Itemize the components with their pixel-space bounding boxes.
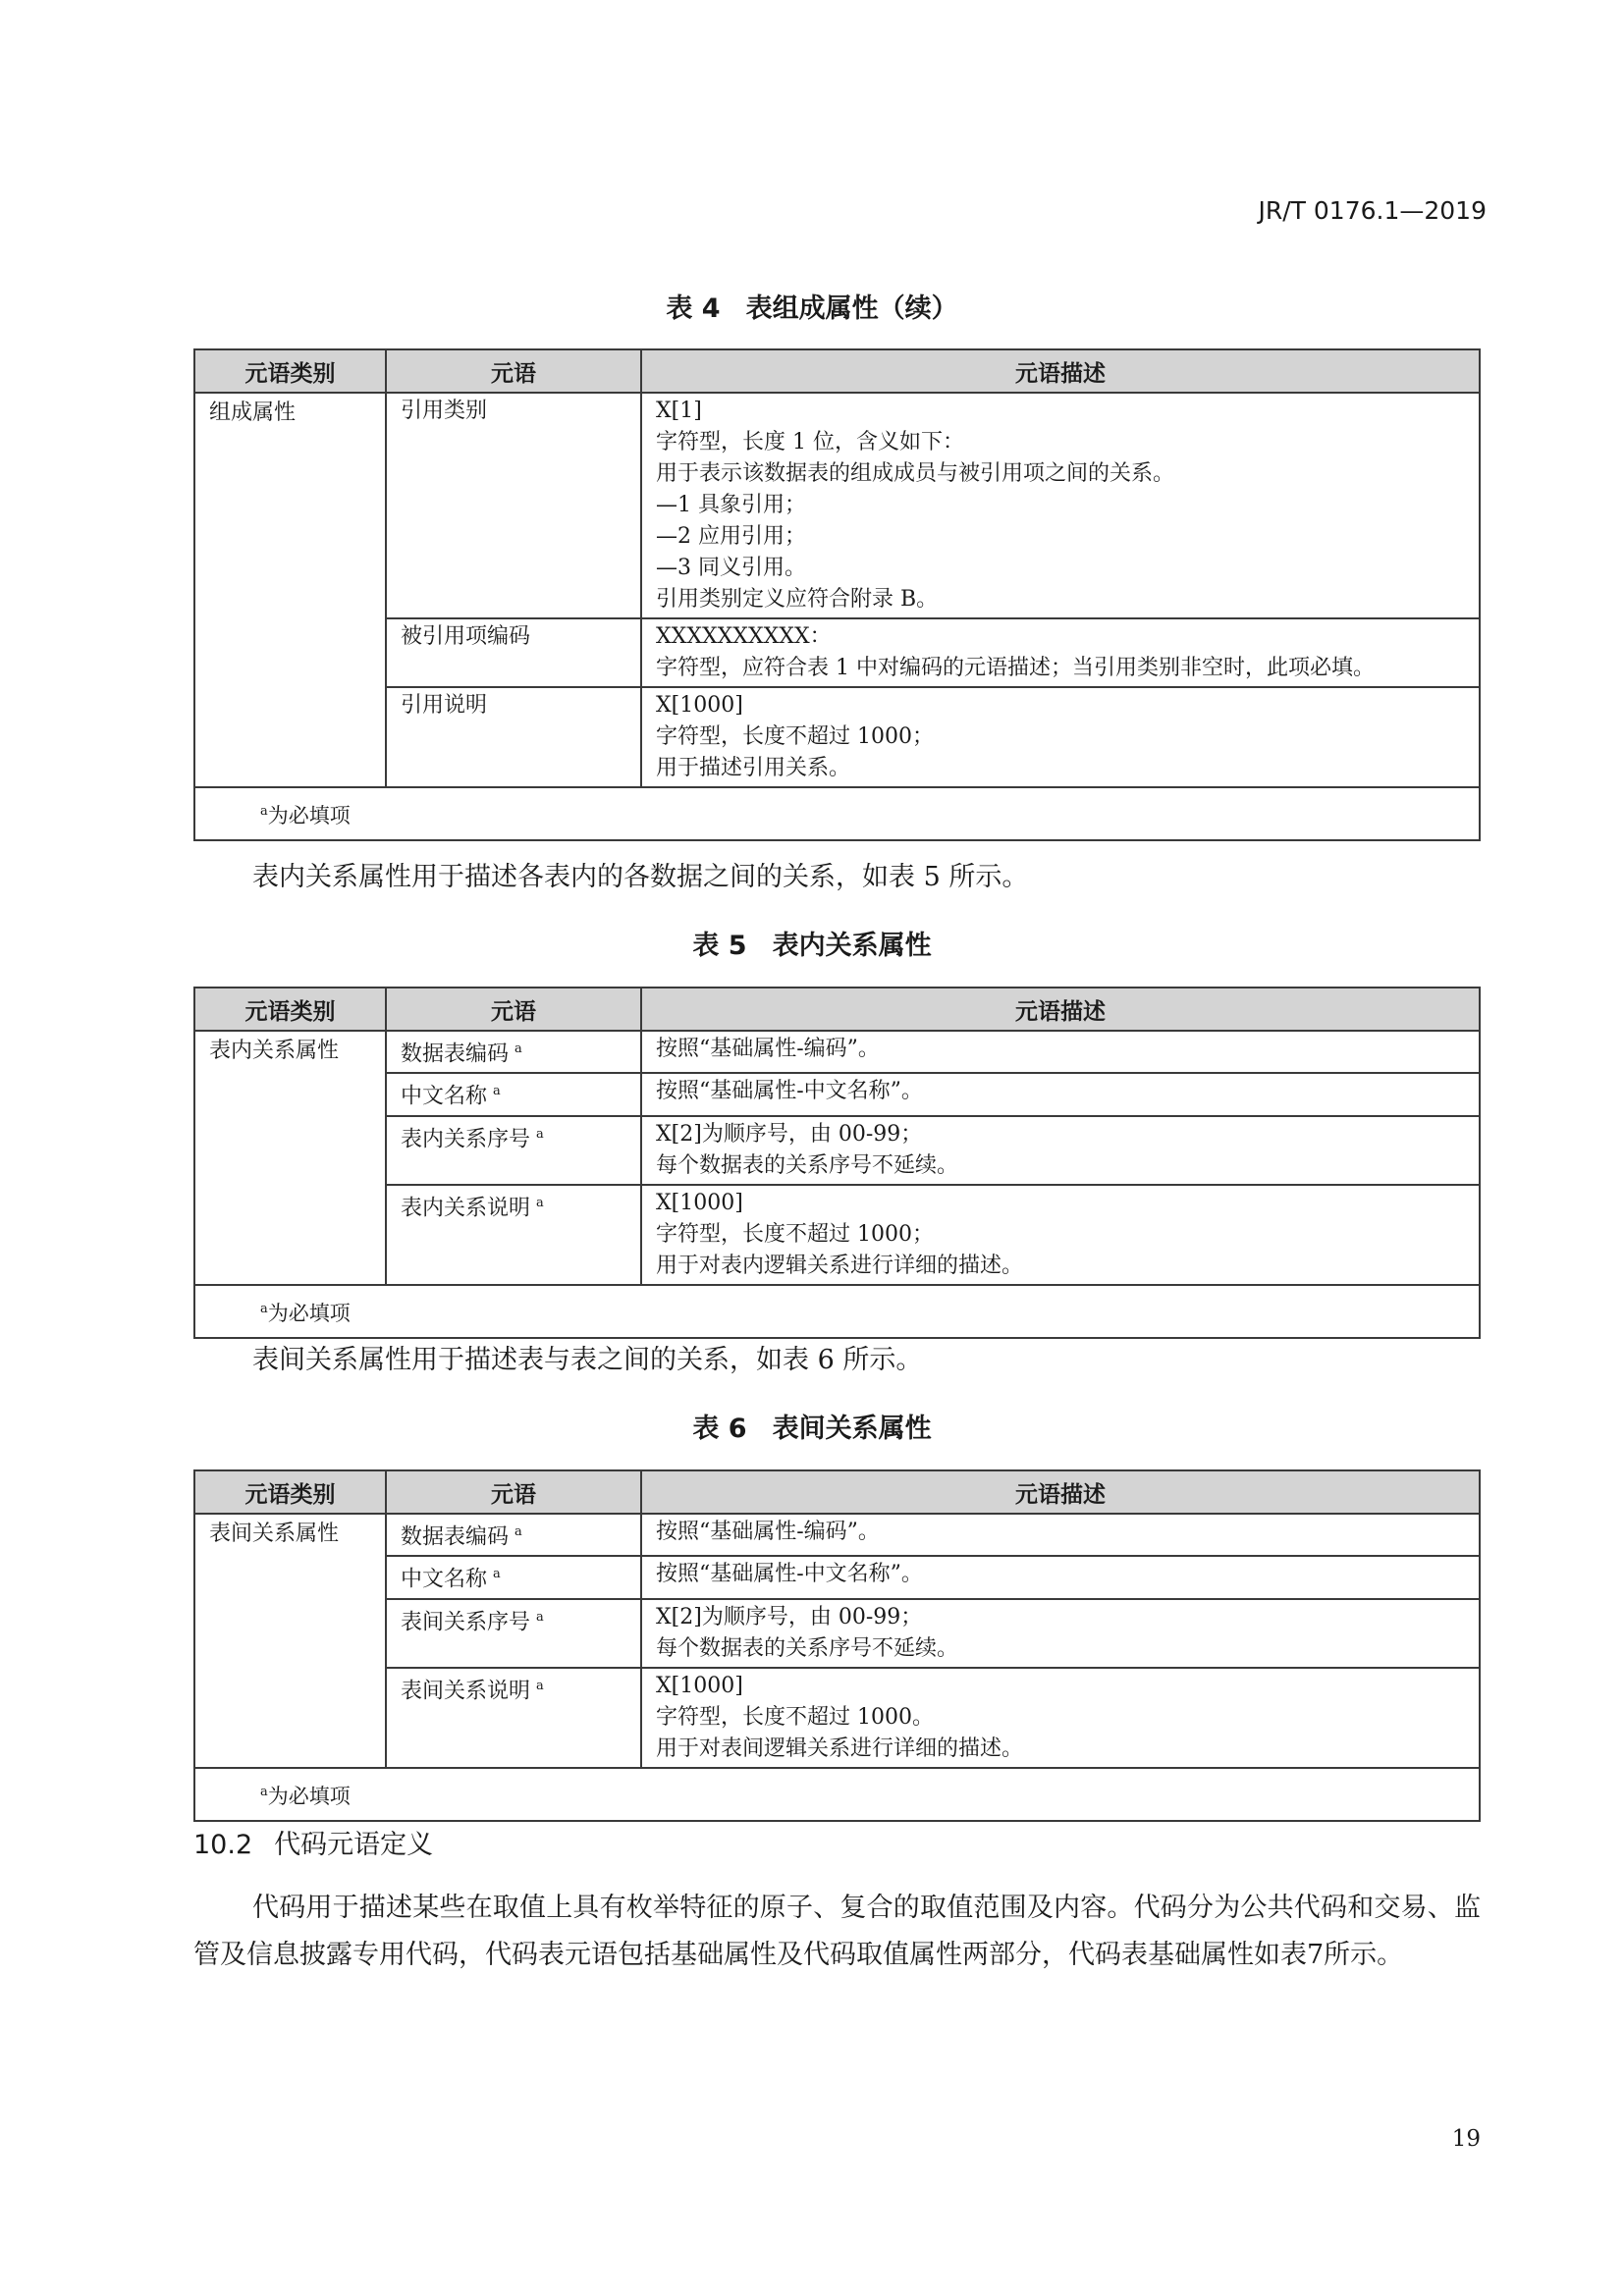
- description-cell: [641, 1116, 1480, 1185]
- page-number: 19: [1451, 2126, 1481, 2152]
- description-cell: [641, 618, 1480, 687]
- description-line: —3 同义引用。: [656, 556, 806, 580]
- table5-number: 表 5: [692, 931, 747, 961]
- required-mark: a: [536, 1609, 544, 1625]
- description-line: 按照“基础属性-编码”。: [656, 1520, 880, 1544]
- description-line: X[1]: [656, 399, 702, 423]
- header-category: 元语类别: [194, 349, 386, 393]
- category-cell: 表间关系属性: [194, 1514, 386, 1768]
- header-term: 元语: [386, 1470, 641, 1514]
- required-mark: a: [536, 1195, 544, 1210]
- table-row: [194, 1185, 1480, 1285]
- table-note-row: [194, 787, 1480, 840]
- note-mark: a: [260, 1301, 268, 1316]
- description-line: XXXXXXXXXX：: [656, 624, 832, 649]
- category-cell: 表内关系属性: [194, 1031, 386, 1285]
- description-cell: [641, 1514, 1480, 1556]
- description-line: 字符型，长度不超过 1000。: [656, 1704, 934, 1730]
- table-row: [194, 1073, 1480, 1115]
- header-category: 元语类别: [194, 1470, 386, 1514]
- table6-caption: [0, 1407, 1624, 1445]
- description-cell: [641, 393, 1480, 618]
- note-text: 为必填项: [267, 1301, 351, 1325]
- term-cell: [386, 1116, 641, 1185]
- required-mark: a: [514, 1524, 522, 1539]
- table-row: [194, 687, 1480, 787]
- description-line: —2 应用引用；: [656, 524, 806, 549]
- description-line: —1 具象引用；: [656, 493, 806, 517]
- table5: [193, 987, 1481, 1339]
- description-line: 字符型，长度不超过 1000；: [656, 1221, 934, 1247]
- table-row: [194, 1556, 1480, 1598]
- description-line: 字符型，长度不超过 1000；: [656, 724, 934, 749]
- header-description: 元语描述: [641, 1470, 1480, 1514]
- term-label: 表内关系序号: [401, 1126, 531, 1151]
- table4: [193, 348, 1481, 841]
- standard-code: JR/T 0176.1—2019: [1258, 196, 1487, 225]
- term-label: 中文名称: [401, 1084, 488, 1109]
- required-mark: a: [536, 1126, 544, 1142]
- table-row: [194, 1116, 1480, 1185]
- note-text: 为必填项: [267, 1784, 351, 1808]
- header-term: 元语: [386, 349, 641, 393]
- table5-title: 表内关系属性: [772, 931, 932, 961]
- table6-title: 表间关系属性: [772, 1414, 932, 1444]
- table-note: [194, 787, 1480, 840]
- header-description: 元语描述: [641, 988, 1480, 1031]
- term-cell: [386, 1185, 641, 1285]
- table-note-row: [194, 1285, 1480, 1338]
- header-description: 元语描述: [641, 349, 1480, 393]
- section-number: 10.2: [193, 1830, 253, 1860]
- table4-caption: [0, 287, 1624, 325]
- table-header-row: [194, 988, 1480, 1031]
- section-title: 代码元语定义: [274, 1830, 434, 1860]
- paragraph-intra-table: 表内关系属性用于描述各表内的各数据之间的关系，如表 5 所示。: [252, 862, 1029, 892]
- description-line: X[1000]: [656, 693, 743, 718]
- term-cell: [386, 1073, 641, 1115]
- term-cell: 引用类别: [386, 393, 641, 618]
- table4-number: 表 4: [666, 294, 721, 324]
- category-cell: 组成属性: [194, 393, 386, 787]
- description-line: X[2]为顺序号，由 00-99；: [656, 1604, 923, 1629]
- description-cell: [641, 1556, 1480, 1598]
- description-line: 用于描述引用关系。: [656, 756, 851, 780]
- description-cell: [641, 1031, 1480, 1073]
- term-cell: 引用说明: [386, 687, 641, 787]
- term-cell: [386, 1668, 641, 1768]
- table-header-row: [194, 1470, 1480, 1514]
- description-cell: [641, 1599, 1480, 1668]
- term-cell: [386, 1599, 641, 1668]
- table5-caption: [0, 924, 1624, 962]
- table-row: [194, 1514, 1480, 1556]
- term-cell: [386, 1031, 641, 1073]
- description-cell: [641, 687, 1480, 787]
- description-line: X[2]为顺序号，由 00-99；: [656, 1121, 923, 1147]
- term-label: 表间关系序号: [401, 1609, 531, 1634]
- term-cell: [386, 1556, 641, 1598]
- description-cell: [641, 1073, 1480, 1115]
- table-row: [194, 393, 1480, 618]
- description-line: 字符型，应符合表 1 中对编码的元语描述；当引用类别非空时，此项必填。: [656, 656, 1375, 680]
- note-mark: a: [260, 1784, 268, 1799]
- table6-number: 表 6: [692, 1414, 747, 1444]
- table4-title: 表组成属性（续）: [745, 294, 958, 324]
- description-line: 用于对表内逻辑关系进行详细的描述。: [656, 1253, 1024, 1278]
- table-note-row: [194, 1768, 1480, 1821]
- description-line: 按照“基础属性-中文名称”。: [656, 1562, 923, 1587]
- table6: [193, 1469, 1481, 1822]
- table-row: [194, 1031, 1480, 1073]
- description-line: 每个数据表的关系序号不延续。: [656, 1152, 959, 1178]
- description-cell: [641, 1668, 1480, 1768]
- header-category: 元语类别: [194, 988, 386, 1031]
- table-row: [194, 1668, 1480, 1768]
- description-line: 按照“基础属性-编码”。: [656, 1037, 880, 1061]
- description-line: 引用类别定义应符合附录 B。: [656, 587, 939, 612]
- required-mark: a: [536, 1678, 544, 1693]
- table-row: [194, 618, 1480, 687]
- description-line: 按照“基础属性-中文名称”。: [656, 1079, 923, 1104]
- term-label: 数据表编码: [401, 1041, 510, 1067]
- term-label: 表间关系说明: [401, 1678, 531, 1703]
- term-label: 表内关系说明: [401, 1195, 531, 1220]
- description-line: 字符型，长度 1 位，含义如下：: [656, 430, 964, 454]
- description-line: 用于表示该数据表的组成成员与被引用项之间的关系。: [656, 461, 1175, 486]
- description-line: 用于对表间逻辑关系进行详细的描述。: [656, 1735, 1024, 1761]
- description-cell: [641, 1185, 1480, 1285]
- header-term: 元语: [386, 988, 641, 1031]
- term-label: 中文名称: [401, 1567, 488, 1592]
- description-line: 每个数据表的关系序号不延续。: [656, 1635, 959, 1661]
- section-heading: [193, 1823, 433, 1861]
- table-row: [194, 1599, 1480, 1668]
- paragraph-inter-table: 表间关系属性用于描述表与表之间的关系，如表 6 所示。: [252, 1345, 923, 1375]
- required-mark: a: [493, 1084, 501, 1099]
- term-label: 数据表编码: [401, 1524, 510, 1550]
- note-mark: a: [260, 804, 268, 819]
- paragraph-code-metadata: 代码用于描述某些在取值上具有枚举特征的原子、复合的取值范围及内容。代码分为公共代码和交易、监管及信息披露专用代码，代码表元语包括基础属性及代码取值属性两部分，代码表基础属性如表7所示。: [193, 1893, 1481, 1970]
- note-text: 为必填项: [267, 804, 351, 828]
- table-header-row: [194, 349, 1480, 393]
- term-cell: 被引用项编码: [386, 618, 641, 687]
- table-note: [194, 1768, 1480, 1821]
- required-mark: a: [514, 1041, 522, 1056]
- table-note: [194, 1285, 1480, 1338]
- required-mark: a: [493, 1567, 501, 1582]
- description-line: X[1000]: [656, 1190, 743, 1215]
- description-line: X[1000]: [656, 1673, 743, 1698]
- term-cell: [386, 1514, 641, 1556]
